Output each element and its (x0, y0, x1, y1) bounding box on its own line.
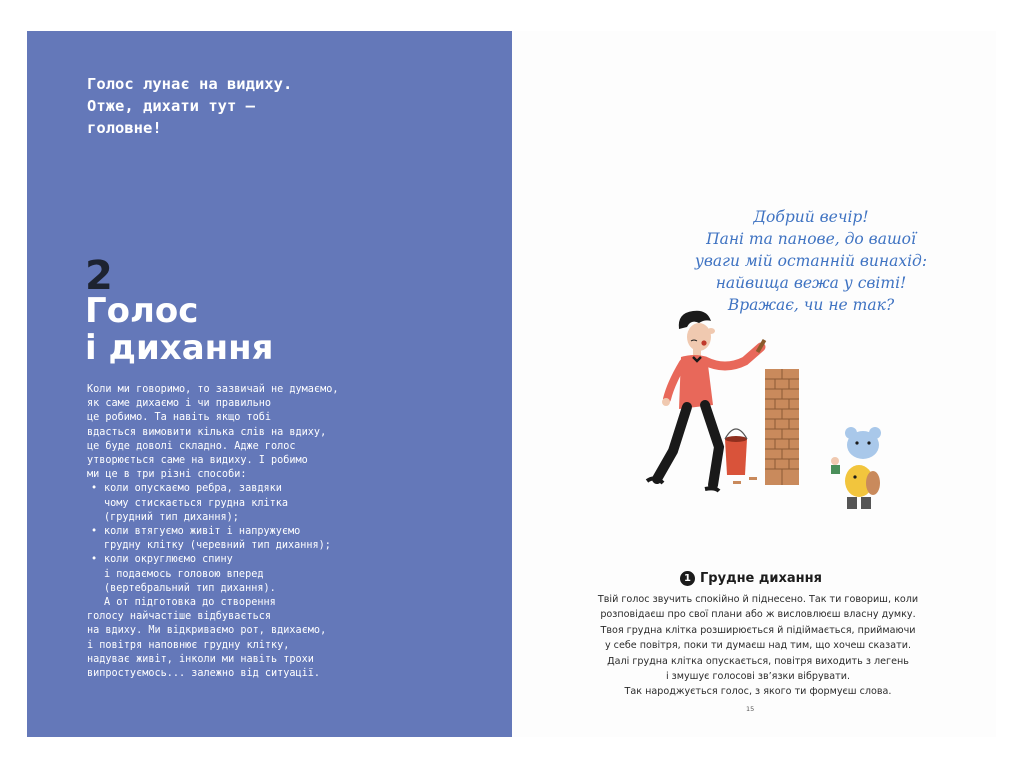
section-body-line: Твій голос звучить спокійно й піднесено. Так ти говориш, коли (597, 594, 919, 605)
chapter-title-line: і дихання (85, 328, 274, 368)
section-heading (680, 570, 822, 588)
bullet-line: коли опускаємо ребра, завдяки (104, 483, 282, 495)
body-line: це буде доволі складно. Адже голос (87, 440, 296, 452)
bullet-line: коли округлюємо спину (104, 554, 233, 566)
section-body-line: і змушує голосові зв’язки вібрувати. (665, 671, 851, 683)
body-line: випростуємось... залежно від ситуації. (87, 668, 321, 680)
bullet-item (87, 525, 387, 539)
speech-line: уваги мій останній винахід: (694, 252, 928, 270)
speech-line: Пані та панове, до вашої (706, 230, 916, 248)
section-number-badge: 1 (680, 571, 695, 586)
bullet-line: (грудний тип дихання); (104, 511, 239, 523)
bullet-item (87, 482, 387, 496)
body-line: це робимо. Та навіть якщо тобі (87, 412, 272, 424)
body-line: утворюється саме на видиху. І робимо (87, 455, 308, 467)
bullet-marker: • (91, 554, 98, 566)
left-page (27, 31, 512, 737)
speech-text (686, 206, 936, 316)
intro-text (87, 73, 387, 139)
body-line: голосу найчастіше відбувається (87, 611, 272, 623)
tower-illustration (607, 301, 907, 541)
body-line: ми це в три різні способи: (87, 469, 247, 481)
section-title: Грудне дихання (700, 571, 822, 586)
body-line: і повітря наповнює грудну клітку, (87, 639, 290, 651)
speech-line: Вражає, чи не так? (727, 296, 895, 314)
section-body-line: Твоя грудна клітка розширюється й підіймається, приймаючи (600, 624, 916, 636)
intro-line: Отже, дихати тут — (87, 97, 255, 115)
section-body-line: Так народжується голос, з якого ти формуєш слова. (624, 686, 892, 698)
man-figure (647, 311, 766, 491)
section-body-line: у себе повітря, поки ти думаєш над тим, що хочеш сказати. (604, 640, 912, 652)
chapter-title (85, 293, 273, 367)
bullet-line: чому стискається грудна клітка (104, 497, 289, 509)
chapter-body-text (87, 383, 387, 681)
body-line: А от підготовка до створення (104, 597, 276, 609)
bullet-line: грудну клітку (черевний тип дихання); (104, 540, 331, 552)
bucket-icon (725, 429, 757, 484)
body-line: Коли ми говоримо, то зазвичай не думаємо, (87, 384, 339, 395)
body-line: на вдиху. Ми відкриваємо рот, вдихаємо, (87, 625, 327, 637)
body-line: як саме дихаємо і чи правильно (87, 398, 272, 410)
chapter-number: 2 (85, 253, 113, 299)
section-body-text (552, 592, 964, 700)
speech-line: найвища вежа у світі! (715, 274, 907, 292)
bullet-line: і подаємось головою вперед (104, 568, 264, 580)
bullet-marker: • (91, 526, 98, 538)
chapter-title-line: Голос (85, 291, 199, 331)
animal-characters (831, 427, 881, 509)
section-body-line: розповідаєш про свої плани або ж висловлюєш власну думку. (600, 609, 916, 621)
bullet-line: коли втягуємо живіт і напружуємо (104, 526, 301, 538)
bullet-item (87, 553, 387, 567)
intro-line: Голос лунає на видиху. (87, 75, 293, 93)
bullet-line: (вертебральний тип дихання). (104, 582, 276, 594)
brick-tower-icon (765, 369, 799, 485)
bullet-marker: • (91, 483, 98, 495)
intro-line: головне! (87, 119, 162, 137)
section-body-line: Далі грудна клітка опускається, повітря виходить з легень (607, 655, 909, 667)
page-number: 15 (746, 705, 755, 713)
body-line: надуває живіт, інколи ми навіть трохи (87, 653, 314, 665)
speech-line: Добрий вечір! (753, 208, 869, 226)
body-line: вдасться вимовити кілька слів на вдиху, (87, 426, 327, 438)
right-page (512, 31, 996, 737)
